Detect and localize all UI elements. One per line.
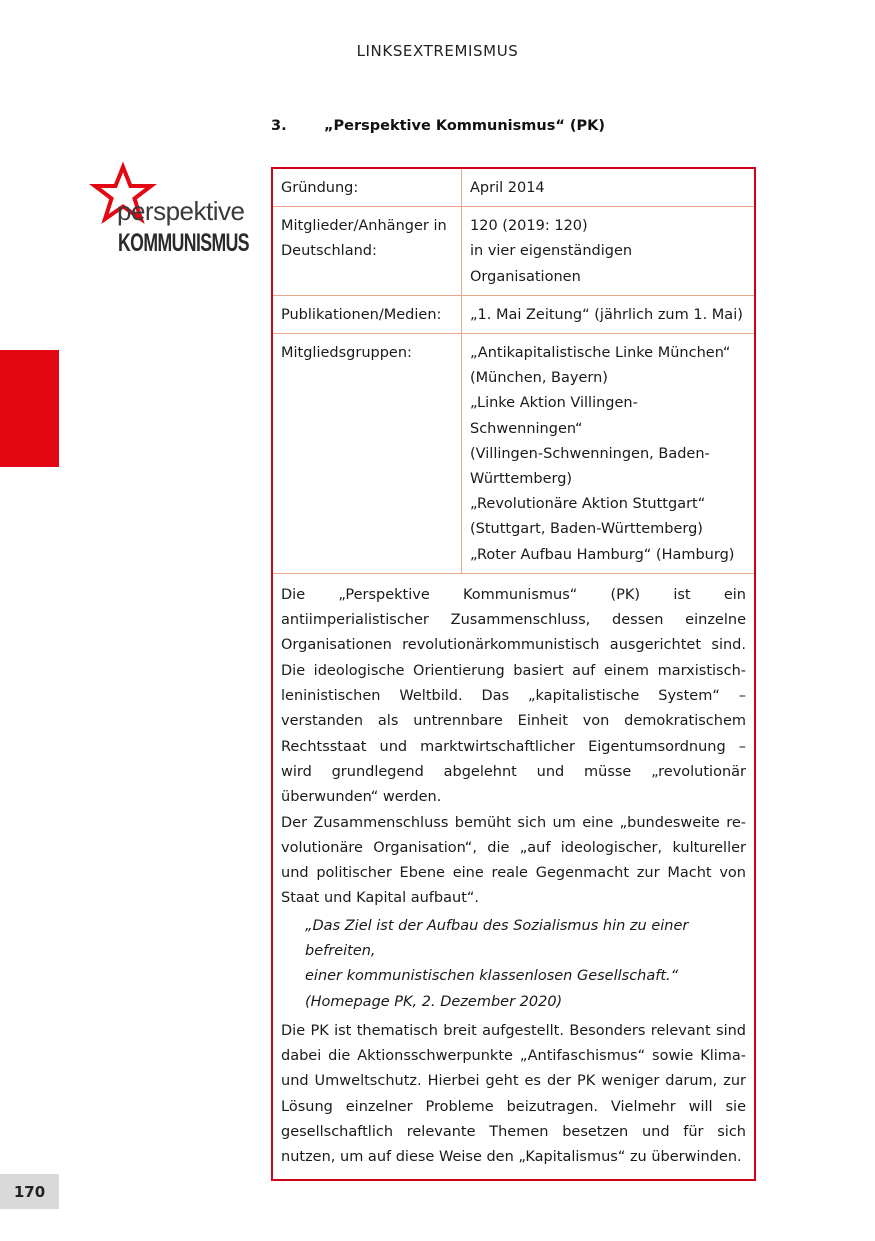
fact-value-line: 120 (2019: 120) <box>470 218 588 235</box>
running-head: LINKSEXTREMISMUS <box>356 42 519 60</box>
fact-label: Mitglieder/Anhänger in Deutschland: <box>273 207 462 296</box>
fact-value: April 2014 <box>462 169 755 207</box>
member-group-line: (München, Bayern) <box>470 370 608 387</box>
quote-line: „Das Ziel ist der Aufbau des Sozialismus hin zu einer befreiten, <box>305 917 689 959</box>
logo-text-perspektive: perspektive <box>117 196 245 226</box>
section-number: 3. <box>271 118 287 134</box>
fact-box <box>271 167 756 1181</box>
logo-graphic <box>83 163 253 258</box>
page-number: 170 <box>0 1174 59 1209</box>
perspektive-kommunismus-logo <box>83 163 253 258</box>
description-paragraph: Der Zusammenschluss bemüht sich um eine „bundesweite revolutionäre Organisation“, die „auf ideologischer, kultureller und politischer Ebene eine reale Gegenmacht zur Macht von Staat und Kapital aufbaut“. <box>281 814 746 907</box>
fact-label: Mitgliedsgruppen: <box>273 334 462 574</box>
fact-value <box>462 334 755 574</box>
member-group-line: (Villingen-Schwenningen, Baden- <box>470 445 710 462</box>
chapter-side-tab <box>0 350 59 467</box>
fact-label: Gründung: <box>273 169 462 207</box>
section-title: „Perspektive Kommunismus“ (PK) <box>324 118 606 134</box>
member-group-line: „Antikapitalistische Linke München“ <box>470 345 731 362</box>
description-paragraph: Die PK ist thematisch breit aufgestellt. Besonders relevant sind dabei die Aktionsschwerpunkte „Antifaschismus“ sowie Klima- und Umweltschutz. Hierbei geht es der PK weniger darum, zur Lösung einzelner Probleme beizutragen. Vielmehr will sie gesellschaftlich relevante Themen besetzen und für sich nutzen, um auf diese Weise den „Kapitalismus“ zu überwinden. <box>281 1022 746 1166</box>
quote-line: einer kommunistischen klassenlosen Gesellschaft.“ <box>305 968 679 985</box>
fact-row-founding <box>273 169 754 207</box>
member-group-line: Württemberg) <box>470 471 573 488</box>
description-paragraph: Die „Perspektive Kommunismus“ (PK) ist ein antiimperialistischer Zusammenschluss, dessen einzelne Organisationen revolutionärkommunistisch ausgerichtet sind. Die ideologische Orientierung basiert auf einem marxistisch-leninistischen Weltbild. Das „kapitalistische System“ – verstanden als untrennbare Einheit von demokratischem Rechtsstaat und marktwirtschaftlicher Eigentumsordnung – wird grundlegend abgelehnt und müsse „revolutionär überwunden“ werden. <box>281 586 746 806</box>
fact-row-publications <box>273 295 754 333</box>
fact-value-line: in vier eigenständigen Organisationen <box>470 243 633 285</box>
section-heading <box>271 118 605 134</box>
fact-row-member-groups <box>273 334 754 574</box>
quote-source: (Homepage PK, 2. Dezember 2020) <box>305 993 563 1010</box>
logo-text-kommunismus: KOMMUNISMUS <box>118 229 250 257</box>
fact-value: „1. Mai Zeitung“ (jährlich zum 1. Mai) <box>462 295 755 333</box>
fact-row-members <box>273 207 754 296</box>
description <box>273 574 754 1179</box>
member-group-line: „Roter Aufbau Hamburg“ (Hamburg) <box>470 546 735 563</box>
fact-table <box>273 169 754 574</box>
fact-label: Publikationen/Medien: <box>273 295 462 333</box>
member-group-line: (Stuttgart, Baden-Württemberg) <box>470 521 703 538</box>
member-group-line: „Revolutionäre Aktion Stuttgart“ <box>470 496 706 513</box>
fact-value <box>462 207 755 296</box>
member-group-line: „Linke Aktion Villingen-Schwenningen“ <box>470 395 638 437</box>
quote-block <box>305 914 746 1015</box>
